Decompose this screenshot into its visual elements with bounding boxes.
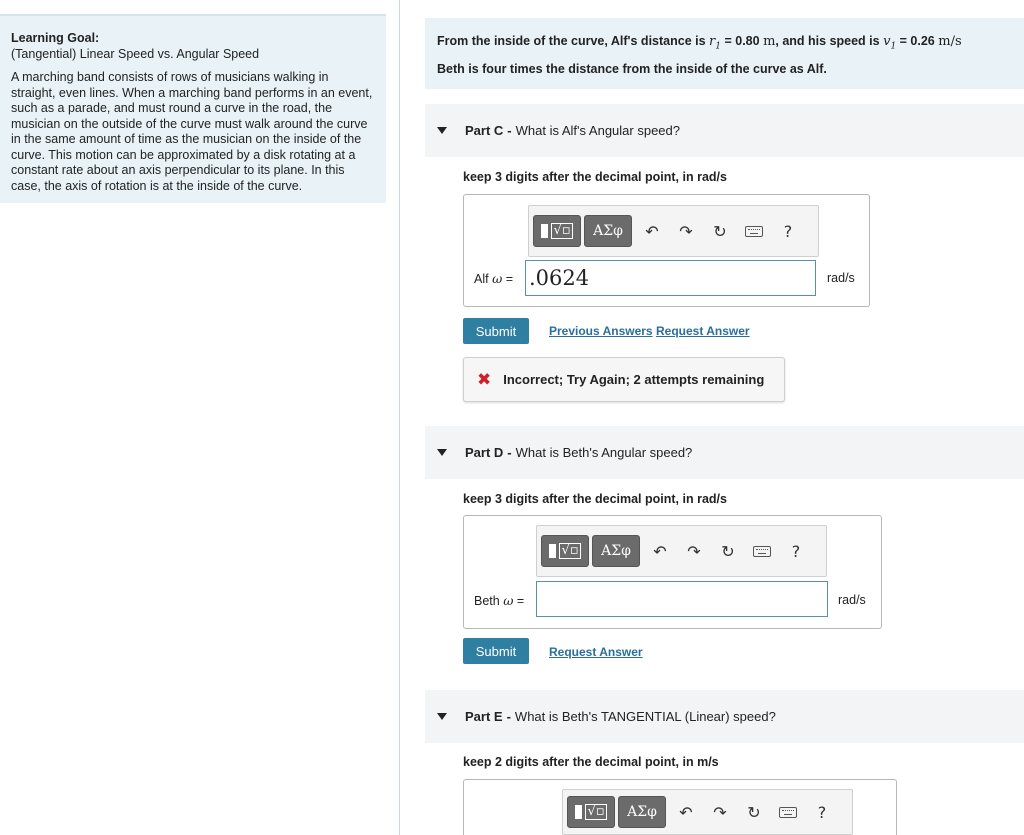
collapse-caret-icon[interactable]	[437, 449, 447, 456]
r-subscript: 1	[715, 41, 721, 52]
part-d-instruction: keep 3 digits after the decimal point, in rad/s	[463, 492, 727, 506]
reset-icon[interactable]: ↻	[713, 221, 727, 241]
v-subscript: 1	[890, 41, 897, 52]
reset-icon[interactable]: ↻	[721, 541, 735, 561]
part-d-header[interactable]: Part D - What is Beth's Angular speed?	[425, 426, 1024, 479]
learning-goal-box	[0, 16, 386, 203]
part-d-answer-box	[463, 515, 882, 629]
redo-icon[interactable]: ↷	[679, 221, 693, 241]
intro-text-a: From the inside of the curve, Alf's distance is	[437, 34, 706, 48]
intro-text-b: , and his speed is	[775, 34, 880, 48]
learning-goal-body: A marching band consists of rows of musicians walking in straight, even lines. When a marching band performs in an event, such as a parade, and must round a curve in the road, the musician on the outside of the curve must walk around the curve in the same amount of time as the musician on the inside of the curve. This motion can be approximated by a disk rotating at a constant rate about an axis perpendicular to its plane. In this case, the axis of rotation is at the inside of the curve.	[11, 70, 373, 193]
greek-symbols-button[interactable]: ΑΣφ	[592, 535, 640, 567]
part-e-answer-box	[463, 779, 897, 835]
part-d-question: What is Beth's Angular speed?	[515, 445, 693, 460]
feedback-text: Incorrect; Try Again; 2 attempts remaining	[503, 372, 765, 387]
previous-answers-link[interactable]: Previous Answers	[549, 324, 653, 338]
v-symbol: v	[883, 34, 891, 49]
part-c-label: Part C	[465, 123, 504, 138]
collapse-caret-icon[interactable]	[437, 127, 447, 134]
part-c-answer-box	[463, 194, 870, 307]
request-answer-link[interactable]: Request Answer	[656, 324, 750, 338]
r-value: = 0.80	[724, 34, 760, 48]
r-symbol: r	[709, 34, 716, 49]
learning-goal-subtitle: (Tangential) Linear Speed vs. Angular Speed	[11, 46, 260, 61]
unit-label: rad/s	[838, 593, 866, 607]
omega-symbol: ω	[503, 593, 514, 608]
reset-icon[interactable]: ↻	[747, 802, 761, 822]
intro-line-1	[437, 33, 1012, 61]
var-name: Beth	[474, 594, 500, 608]
var-name: Alf	[474, 272, 489, 286]
math-toolbar	[562, 789, 853, 835]
collapse-caret-icon[interactable]	[437, 713, 447, 720]
help-icon[interactable]: ?	[817, 802, 827, 822]
alf-omega-input[interactable]: .0624	[525, 260, 816, 296]
math-toolbar	[536, 525, 827, 577]
help-icon[interactable]: ?	[791, 541, 801, 561]
keyboard-icon[interactable]	[745, 542, 779, 561]
incorrect-x-icon: ✖	[477, 369, 492, 390]
intro-line-2: Beth is four times the distance from the inside of the curve as Alf.	[437, 62, 827, 76]
part-c-header[interactable]: Part C - What is Alf's Angular speed?	[425, 104, 1024, 157]
part-d-label: Part D	[465, 445, 504, 460]
part-d-submit-button[interactable]: Submit	[463, 638, 529, 664]
redo-icon[interactable]: ↷	[713, 802, 727, 822]
part-c-feedback	[463, 357, 785, 402]
omega-symbol: ω	[492, 271, 503, 286]
undo-icon[interactable]: ↶	[653, 541, 667, 561]
greek-symbols-button[interactable]: ΑΣφ	[618, 796, 666, 828]
greek-symbols-button[interactable]: ΑΣφ	[584, 215, 632, 247]
undo-icon[interactable]: ↶	[679, 802, 693, 822]
part-e-label: Part E	[465, 709, 503, 724]
templates-button[interactable]: √▫	[533, 215, 581, 247]
v-value: = 0.26	[899, 34, 935, 48]
alf-omega-label: Alf ω =	[474, 271, 514, 286]
beth-omega-label: Beth ω =	[474, 593, 525, 608]
beth-omega-input[interactable]	[536, 581, 828, 617]
keyboard-icon[interactable]	[771, 803, 805, 822]
keyboard-icon[interactable]	[737, 222, 771, 241]
help-icon[interactable]: ?	[783, 221, 793, 241]
templates-button[interactable]: √▫	[567, 796, 615, 828]
learning-goal-panel	[0, 0, 400, 835]
part-c-question: What is Alf's Angular speed?	[515, 123, 680, 138]
request-answer-link[interactable]: Request Answer	[549, 645, 643, 659]
part-c-instruction: keep 3 digits after the decimal point, in rad/s	[463, 170, 727, 184]
problem-intro	[425, 18, 1024, 89]
part-e-instruction: keep 2 digits after the decimal point, in m/s	[463, 755, 719, 769]
part-e-question: What is Beth's TANGENTIAL (Linear) speed?	[514, 709, 776, 724]
learning-goal-title: Learning Goal:	[11, 31, 100, 45]
undo-icon[interactable]: ↶	[645, 221, 659, 241]
math-toolbar	[528, 205, 819, 257]
unit-label: rad/s	[827, 271, 855, 285]
part-c-submit-button[interactable]: Submit	[463, 318, 529, 344]
part-e-header[interactable]: Part E - What is Beth's TANGENTIAL (Linear) speed?	[425, 690, 1024, 743]
templates-button[interactable]: √▫	[541, 535, 589, 567]
redo-icon[interactable]: ↷	[687, 541, 701, 561]
v-unit: m/s	[938, 34, 962, 49]
r-unit: m	[763, 34, 776, 49]
